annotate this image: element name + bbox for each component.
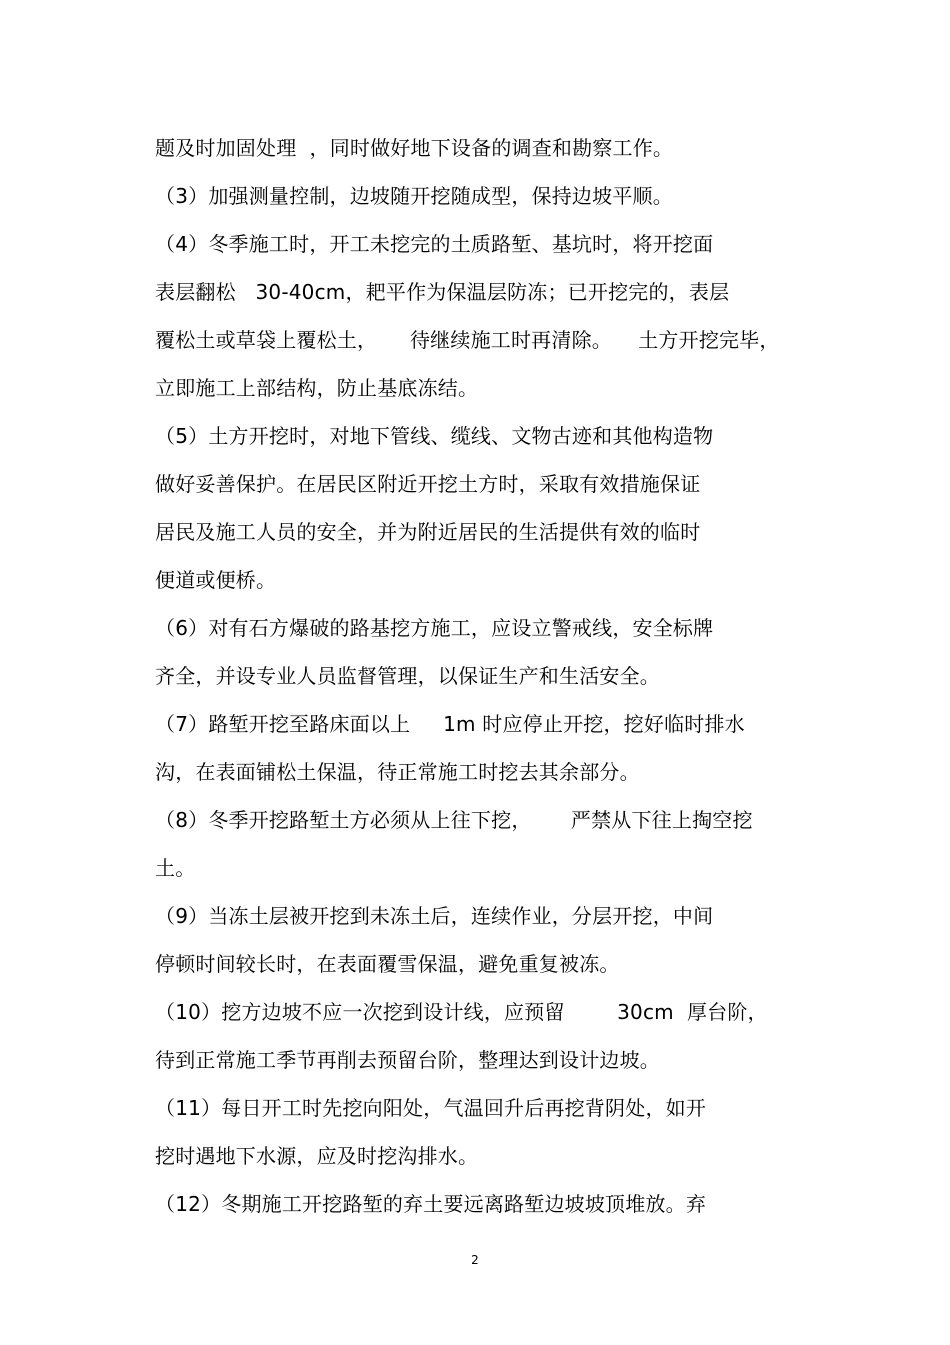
text-line: （4）冬季施工时，开工未挖完的土质路堑、基坑时，将开挖面 (155, 232, 714, 256)
text-line: （3）加强测量控制，边坡随开挖随成型，保持边坡平顺。 (155, 184, 673, 208)
text-line: （7）路堑开挖至路床面以上 1m 时应停止开挖，挖好临时排水 (155, 712, 745, 736)
text-line: 表层翻松 30-40cm，耙平作为保温层防冻；已开挖完的，表层 (155, 280, 730, 304)
text-line: 居民及施工人员的安全，并为附近居民的生活提供有效的临时 (155, 520, 701, 544)
text-line: 沟，在表面铺松土保温，待正常施工时挖去其余部分。 (155, 760, 640, 784)
text-line: 停顿时间较长时，在表面覆雪保温，避免重复被冻。 (155, 952, 620, 976)
text-line: 覆松土或草袋上覆松土， 待继续施工时再清除。 土方开挖完毕， (155, 328, 780, 352)
text-line: （8）冬季开挖路堑土方必须从上往下挖， 严禁从下往上掏空挖 (155, 808, 753, 832)
text-line: （11）每日开工时先挖向阳处，气温回升后再挖背阴处，如开 (155, 1096, 707, 1120)
text-line: 题及时加固处理 ，同时做好地下设备的调查和勘察工作。 (155, 136, 674, 160)
text-line: （5）土方开挖时，对地下管线、缆线、文物古迹和其他构造物 (155, 424, 714, 448)
text-line: （10）挖方边坡不应一次挖到设计线，应预留 30cm 厚台阶， (155, 1000, 768, 1024)
text-line: （6）对有石方爆破的路基挖方施工，应设立警戒线，安全标牌 (155, 616, 714, 640)
text-line: 土。 (155, 856, 196, 880)
text-line: 齐全，并设专业人员监督管理，以保证生产和生活安全。 (155, 664, 660, 688)
page-number: 2 (471, 1253, 479, 1267)
text-line: 待到正常施工季节再削去预留台阶，整理达到设计边坡。 (155, 1048, 660, 1072)
text-line: （12）冬期施工开挖路堑的弃土要远离路堑边坡坡顶堆放。弃 (155, 1192, 707, 1216)
text-line: （9）当冻土层被开挖到未冻土后，连续作业，分层开挖，中间 (155, 904, 714, 928)
text-line: 挖时遇地下水源，应及时挖沟排水。 (155, 1144, 479, 1168)
text-line: 立即施工上部结构，防止基底冻结。 (155, 376, 479, 400)
text-line: 做好妥善保护。在居民区附近开挖土方时，采取有效措施保证 (155, 472, 701, 496)
text-line: 便道或便桥。 (155, 568, 277, 592)
